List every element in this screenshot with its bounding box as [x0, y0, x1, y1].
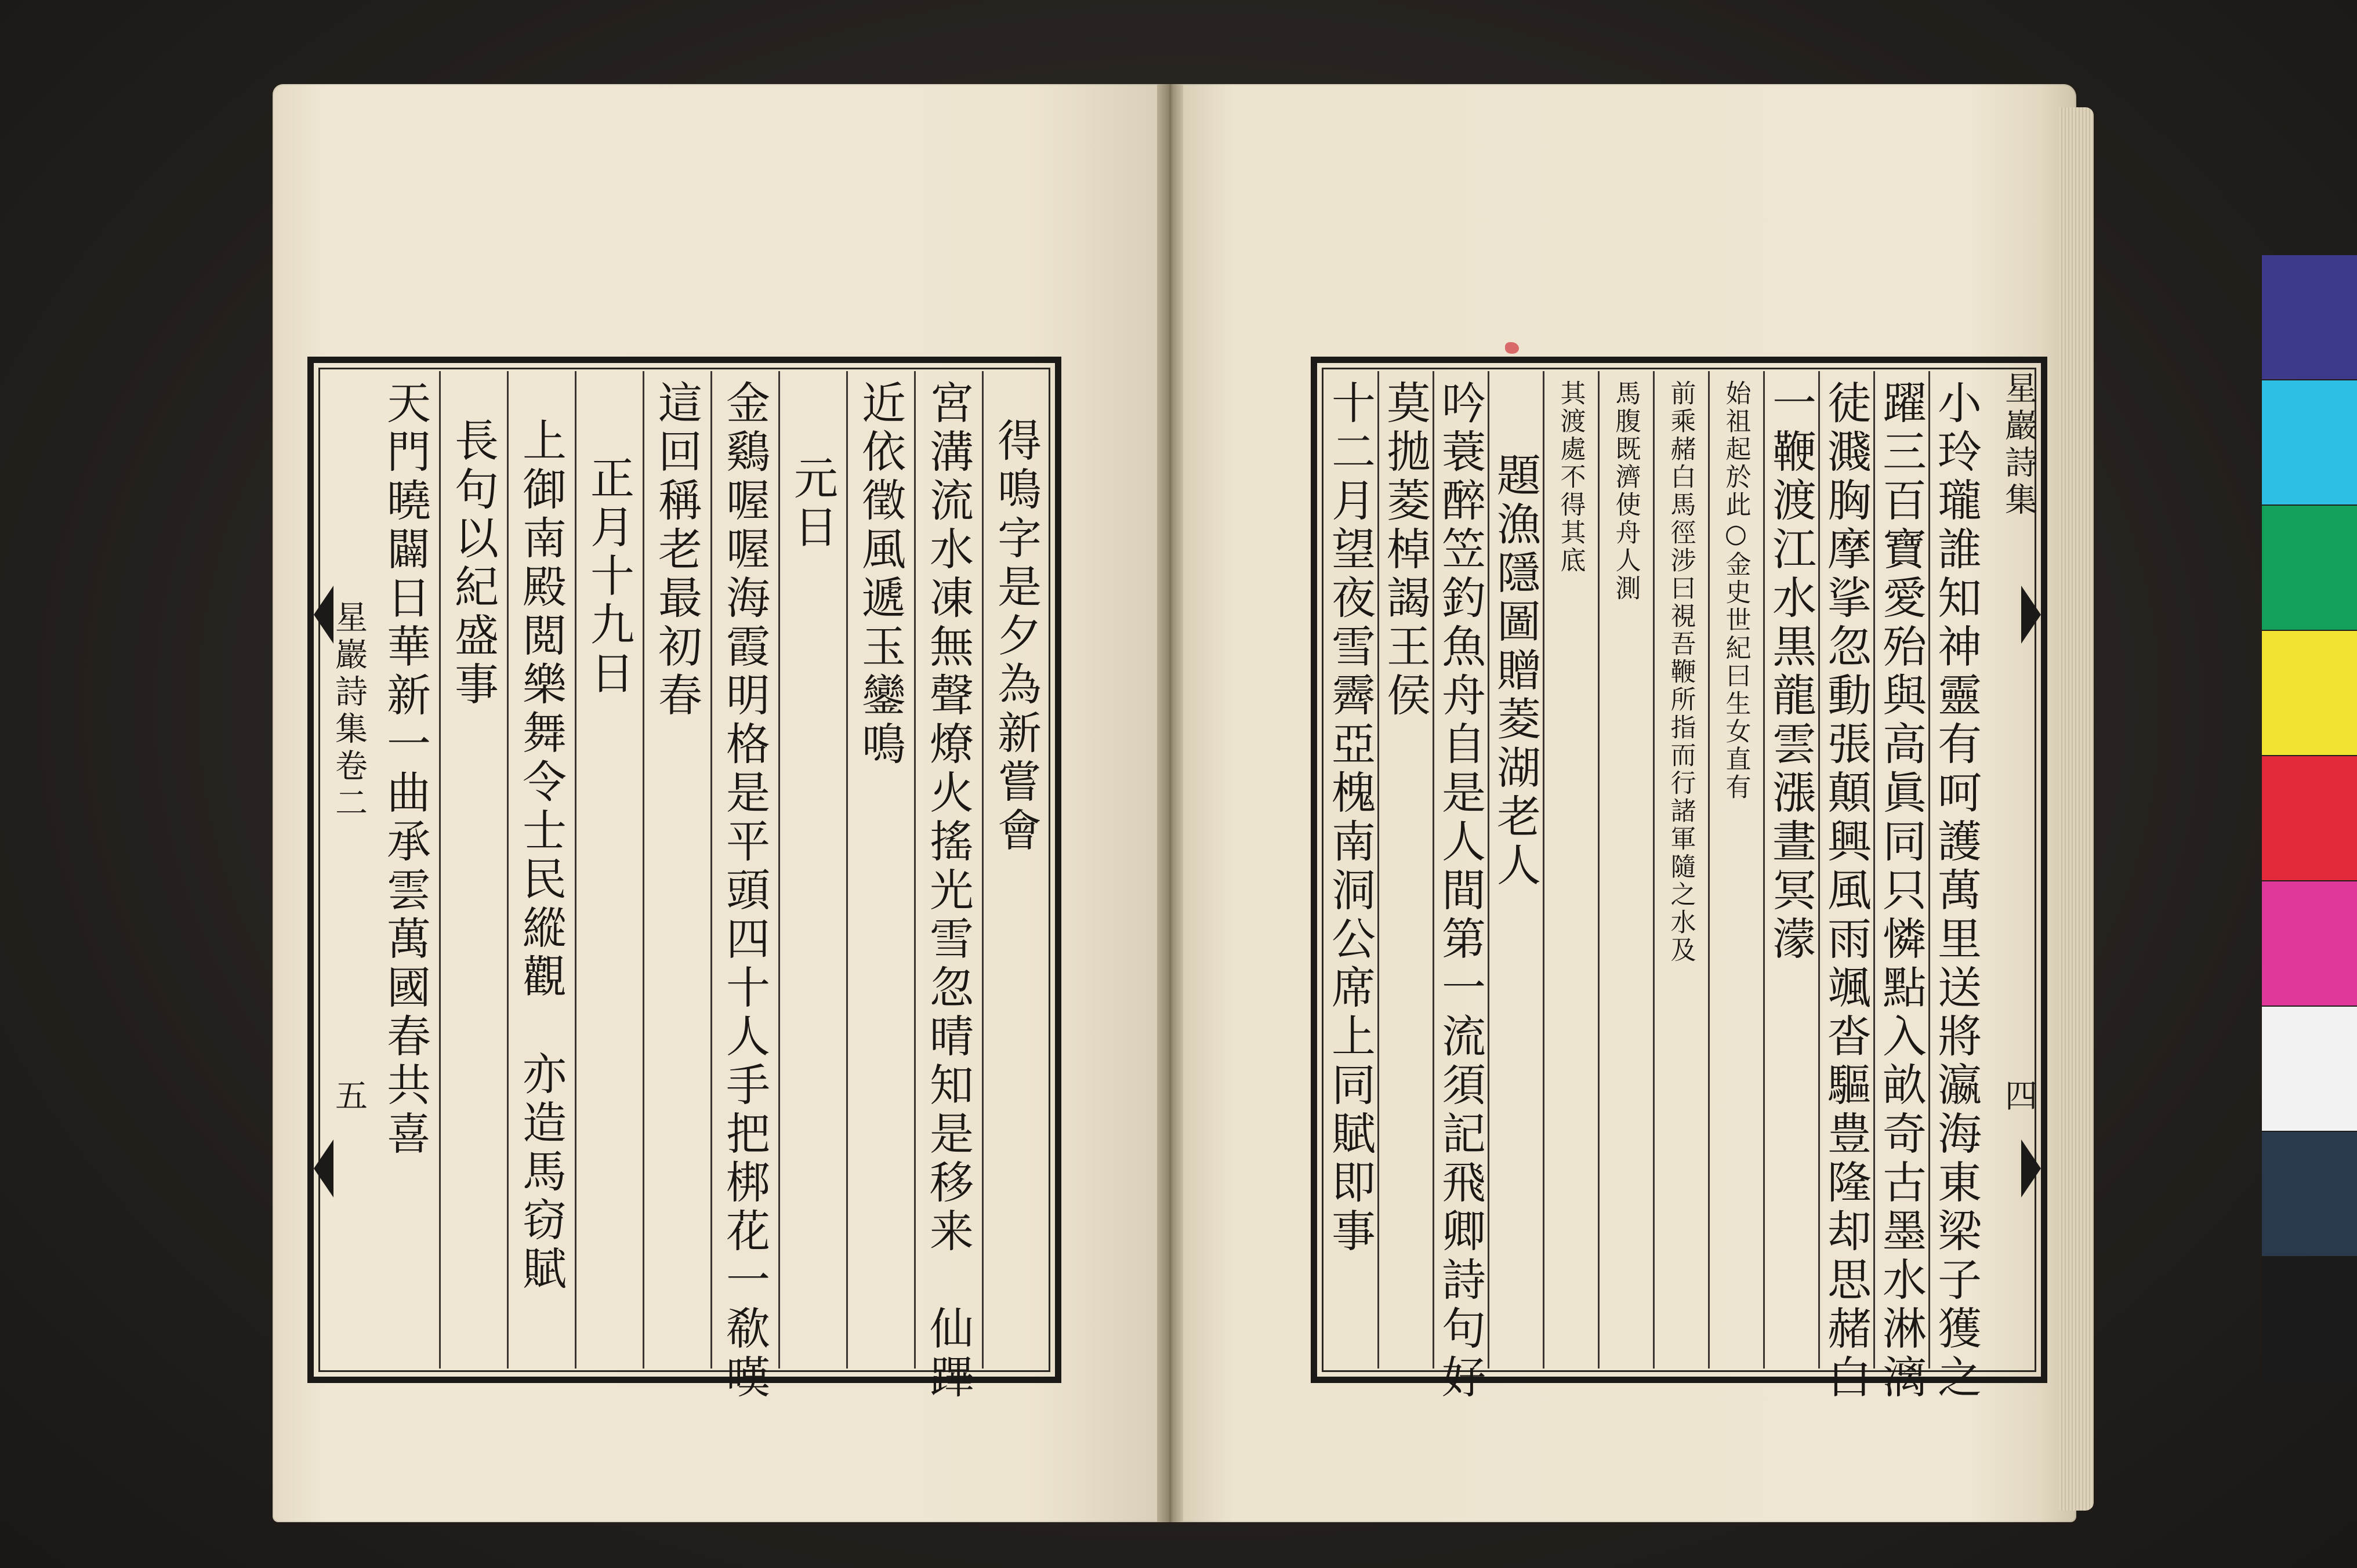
color-chip [2262, 380, 2357, 504]
left-fishtail-top [314, 586, 333, 644]
left-text-column: 得鳴字是夕為新嘗會 [990, 418, 1042, 856]
left-fishtail-bottom [314, 1139, 333, 1197]
right-text-column: 小玲瓏誰知神靈有呵護萬里送將瀛海東梁子獲之 [1930, 380, 1982, 1403]
right-text-column: 其渡處不得其底 [1555, 380, 1586, 575]
red-ink-mark [1505, 342, 1519, 354]
color-chip [2262, 506, 2357, 630]
page-edges [2059, 107, 2094, 1511]
right-folio: 四 [2000, 1079, 2037, 1116]
left-text-column: 長句以紀盛事 [447, 418, 499, 710]
right-margin-title: 星巖詩集 [2000, 371, 2037, 520]
right-text-column: 吟蓑醉笠釣魚舟自是人間第一流須記飛卿詩句好 [1434, 380, 1486, 1403]
color-checker [2262, 255, 2357, 1380]
left-column-rule [982, 371, 984, 1369]
right-text-column: 躍三百寶愛殆與高眞同只憐點入畝奇古墨水淋漓 [1875, 380, 1927, 1403]
right-text-column: 十二月望夜雪霽亞槐南洞公席上同賦即事 [1324, 380, 1376, 1257]
left-column-rule [846, 371, 848, 1369]
left-margin-title: 星巖詩集卷二 [330, 600, 368, 823]
right-fishtail-top [2021, 586, 2041, 644]
left-column-rule [914, 371, 916, 1369]
right-column-rule [1598, 371, 1600, 1369]
color-chip [2262, 1257, 2357, 1381]
right-text-column: 題漁隱圖贈菱湖老人 [1489, 452, 1542, 891]
left-column-rule [643, 371, 644, 1369]
right-text-column: 莫拋菱棹謁王侯 [1379, 380, 1431, 721]
right-text-column: 馬腹既濟使舟人測 [1611, 380, 1641, 602]
left-text-column: 近依徵風遞玉鑾鳴 [854, 380, 906, 770]
book-gutter [1157, 84, 1183, 1522]
left-text-column: 元日 [786, 455, 839, 553]
right-text-column: 徒濺胸摩挲忽動張顛興風雨颯沓驅豊隆却思赭白 [1820, 380, 1872, 1403]
color-chip [2262, 1007, 2357, 1131]
left-column-rule [710, 371, 712, 1369]
left-text-column: 上御南殿閲樂舞令士民縱觀 亦造馬窃賦 [515, 418, 567, 1294]
left-text-column: 宮溝流水凍無聲燎火搖光雪忽晴知是移来 仙蹕 [922, 380, 974, 1403]
color-chip [2262, 756, 2357, 880]
left-column-rule [575, 371, 576, 1369]
right-column-rule [1653, 371, 1655, 1369]
left-text-column: 金鷄喔喔海霞明格是平頭四十人手把梆花一欷嘆 [719, 380, 771, 1403]
color-chip [2262, 255, 2357, 379]
right-column-rule [1708, 371, 1710, 1369]
left-text-column: 正月十九日 [583, 455, 635, 699]
right-fishtail-bottom [2021, 1139, 2041, 1197]
left-text-column: 天門曉闢日華新一曲承雲萬國春共喜 [379, 380, 431, 1159]
left-column-rule [439, 371, 441, 1369]
color-chip [2262, 881, 2357, 1006]
right-text-column: 前乘赭白馬徑涉曰視吾鞭所指而行諸軍隨之水及 [1666, 380, 1696, 964]
color-chip [2262, 1132, 2357, 1256]
left-column-rule [778, 371, 780, 1369]
right-text-column: 始祖起於此○金史世紀曰生女直有 [1721, 380, 1751, 801]
right-text-column: 一鞭渡江水黒龍雲漲晝冥濛 [1765, 380, 1817, 964]
left-text-column: 這回稱老最初春 [651, 380, 703, 721]
right-column-rule [1763, 371, 1765, 1369]
left-folio: 五 [330, 1079, 368, 1116]
color-chip [2262, 631, 2357, 755]
left-column-rule [507, 371, 509, 1369]
